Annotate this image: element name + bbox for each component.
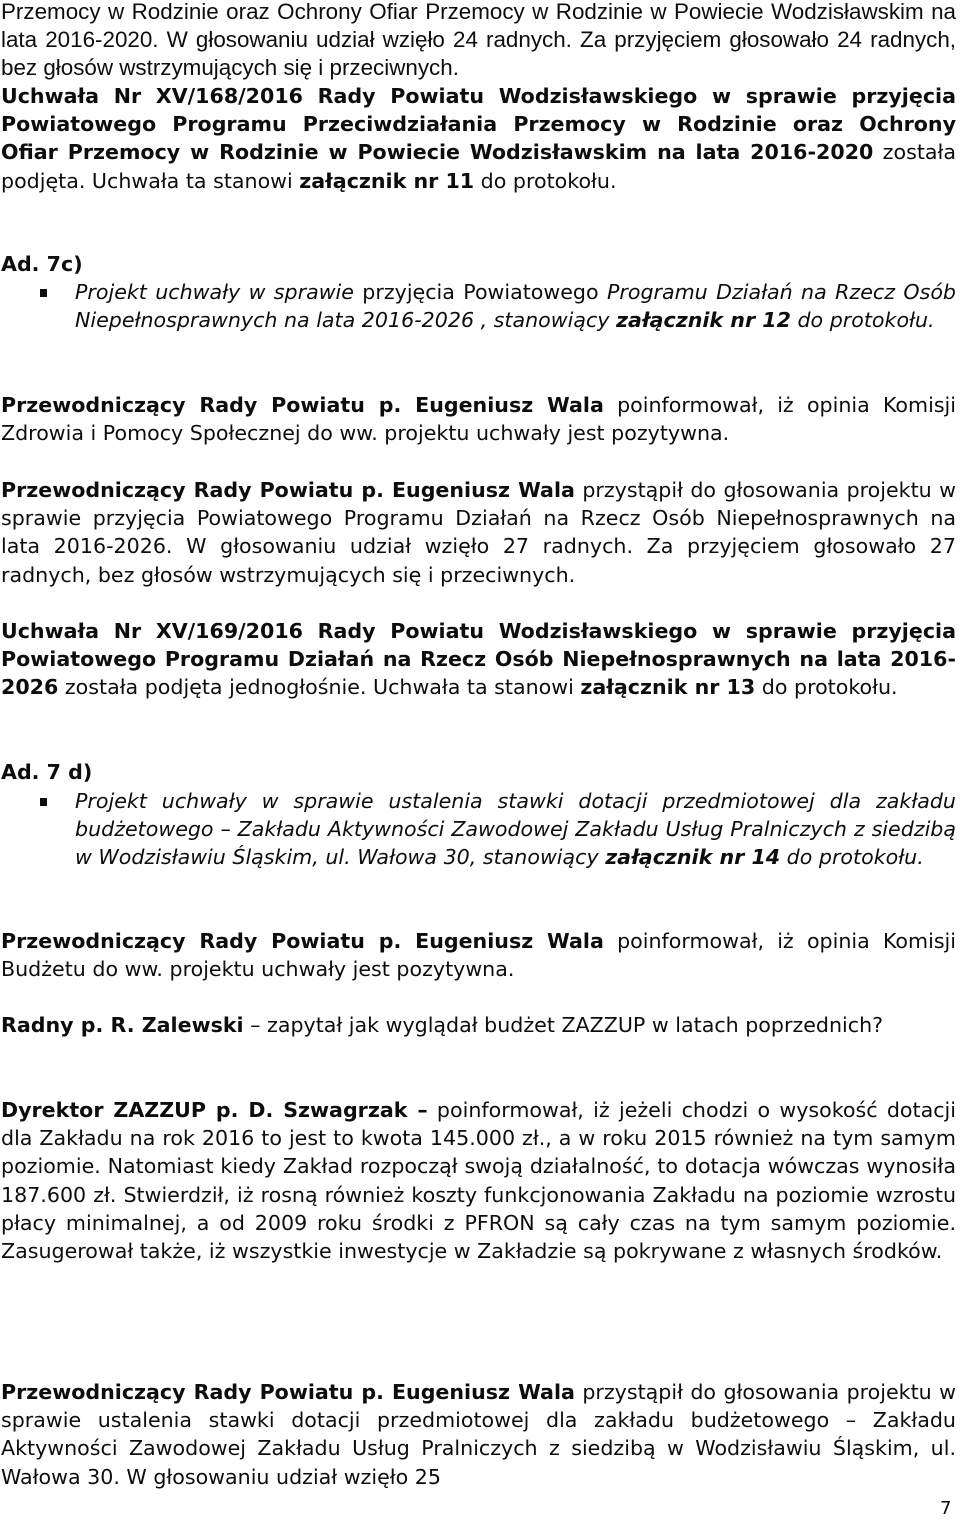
ad-7c-item-tail: do protokołu.: [790, 308, 935, 333]
councilor-name: Radny p. R. Zalewski: [1, 1013, 244, 1037]
vote-text: przystąpił do głosowania projektu w sprawie przyjęcia Powiatowego Programu Działań na Rzecz Osób Niepełnosprawnych na lata 2016-2026. W głosowaniu udział wzięło 27 radnych. Za przyjęciem głosowało 27 radnych, bez głosów wstrzymujących się i przeciwnych.: [1, 478, 956, 587]
resolution-168-title: Uchwała Nr XV/168/2016 Rady Powiatu Wodzisławskiego w sprawie przyjęcia Powiatowego Programu Przeciwdziałania Przemocy w Rodzinie oraz Ochrony Ofiar Przemocy w Rodzinie w Powiecie Wodzisławskim na lata 2016-2020: [1, 84, 956, 165]
chairman-opinion-paragraph-1: [1, 391, 956, 447]
ad-7c-item: [75, 278, 956, 334]
chairman-vote-paragraph-2: [1, 1378, 956, 1491]
intro-paragraph: [1, 0, 956, 83]
resolution-168-text: została podjęta. Uchwała ta stanowi: [1, 140, 956, 193]
resolution-169-text: została podjęta jednogłośnie. Uchwała ta stanowi: [58, 675, 581, 700]
vote-text: przystąpił do głosowania projektu w sprawie ustalenia stawki dotacji przedmiotowej dla zakładu budżetowego – Zakładu Aktywności Zawodowej Zakładu Usług Pralniczych z siedzibą w Wodzisławiu Śląskim, ul. Wałowa 30. W głosowaniu udział wzięło 25: [1, 1380, 956, 1489]
ad-7c-item-part-a: Projekt uchwały w sprawie: [75, 280, 354, 304]
chairman-name: Przewodniczący Rady Powiatu p. Eugeniusz Wala: [1, 393, 604, 417]
ad-7d-item-tail: do protokołu.: [780, 845, 924, 870]
question-text: – zapytał jak wyglądał budżet ZAZZUP w latach poprzednich?: [243, 1013, 884, 1037]
director-name: Dyrektor ZAZZUP p. D. Szwagrzak –: [1, 1098, 428, 1122]
answer-text: poinformował, iż jeżeli chodzi o wysokość dotacji dla Zakładu na rok 2016 to jest to kwota 145.000 zł., a w roku 2015 również na tym samym poziomie. Natomiast kiedy Zakład rozpoczął swoją działalność, to dotacja wówczas wynosiła 187.600 zł. Stwierdził, iż rosną również koszty funkcjonowania Zakładu na poziomie wzrostu płacy minimalnej, a od 2009 roku środki z PFRON są cały czas na tym samym poziomie. Zasugerował także, iż wszystkie inwestycje w Zakładzie są pokrywane z własnych środków.: [1, 1098, 956, 1264]
attachment-14-label: załącznik nr 14: [605, 845, 781, 870]
director-answer-paragraph: [1, 1096, 956, 1265]
chairman-vote-paragraph-1: [1, 476, 956, 589]
intro-text: Przemocy w Rodzinie oraz Ochrony Ofiar Przemocy w Rodzinie w Powiecie Wodzisławskim na lata 2016-2020. W głosowaniu udział wzięło 24 radnych. Za przyjęciem głosowało 24 radnych, bez głosów wstrzymujących się i przeciwnych.: [1, 0, 956, 81]
chairman-name: Przewodniczący Rady Powiatu p. Eugeniusz Wala: [1, 1380, 575, 1404]
attachment-12-label: załącznik nr 12: [616, 308, 791, 333]
bullet-square-icon: [40, 289, 47, 297]
resolution-169-tail: do protokołu.: [755, 675, 898, 700]
ad-7d-item-text: Projekt uchwały w sprawie ustalenia stawki dotacji przedmiotowej dla zakładu budżetowego – Zakładu Aktywności Zawodowej Zakładu Usług Pralniczych z siedzibą w Wodzisławiu Śląskim, ul. Wałowa 30, stanowiący: [75, 789, 956, 870]
ad-7d-item: [75, 787, 956, 872]
resolution-169-paragraph: [1, 617, 956, 702]
ad-7d-heading: Ad. 7 d): [1, 760, 93, 784]
bullet-square-icon: [40, 798, 47, 806]
councilor-question-paragraph: [1, 1011, 956, 1039]
chairman-name: Przewodniczący Rady Powiatu p. Eugeniusz Wala: [1, 478, 575, 502]
resolution-168-tail: do protokołu.: [474, 168, 617, 193]
ad-7c-item-part-c: Programu Działań na Rzecz Osób Niepełnosprawnych na lata 2016-2026 , stanowiący: [75, 280, 956, 333]
attachment-11-label: załącznik nr 11: [299, 168, 475, 193]
resolution-168-paragraph: [1, 82, 956, 195]
budget-opinion-text: poinformował, iż opinia Komisji Budżetu do ww. projektu uchwały jest pozytywna.: [1, 929, 956, 982]
attachment-13-label: załącznik nr 13: [580, 675, 756, 700]
chairman-opinion-paragraph-2: [1, 927, 956, 983]
ad-7c-item-part-b: przyjęcia Powiatowego: [353, 280, 607, 304]
chairman-opinion-text: poinformował, iż opinia Komisji Zdrowia i Pomocy Społecznej do ww. projektu uchwały jest pozytywna.: [1, 393, 956, 446]
resolution-169-title: Uchwała Nr XV/169/2016 Rady Powiatu Wodzisławskiego w sprawie przyjęcia Powiatowego Programu Działań na Rzecz Osób Niepełnosprawnych na lata 2016-2026: [1, 619, 956, 700]
chairman-name: Przewodniczący Rady Powiatu p. Eugeniusz Wala: [1, 929, 604, 953]
ad-7c-heading: Ad. 7c): [1, 252, 83, 276]
page-number: 7: [940, 1498, 952, 1519]
